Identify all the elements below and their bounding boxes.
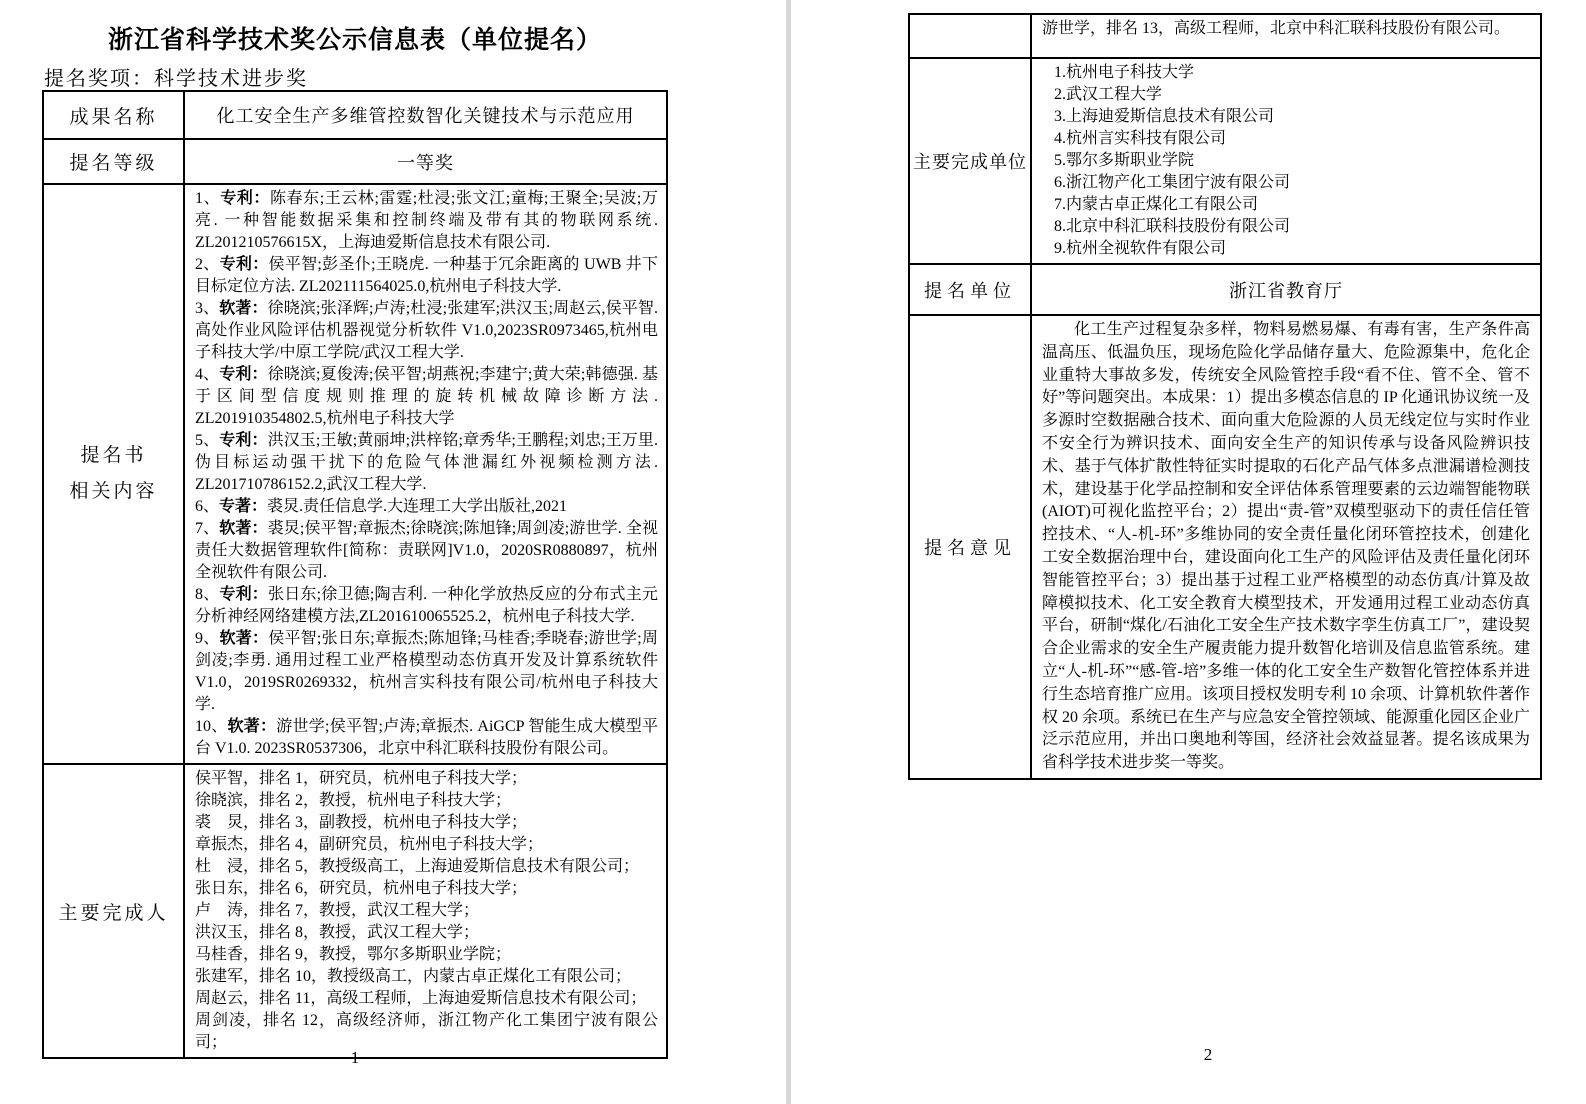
nomination-item-body: 徐晓滨;夏俊涛;侯平智;胡燕祝;李建宁;黄大荣;韩德强. 基于区间型信度规则推理的旋转机械故障诊断方法. ZL201910354802.5,杭州电子科技大学	[195, 366, 658, 427]
page-number-2: 2	[1203, 1045, 1213, 1064]
contributor-line: 马桂香，排名 9，教授，鄂尔多斯职业学院；	[195, 946, 512, 963]
nomination-item-type: 专利：	[220, 190, 270, 207]
nomination-item-body: 陈春东;王云林;雷霆;杜浸;张文江;童梅;王聚全;吴波;万亮. 一种智能数据采集和控制终端及带有其的物联网系统. ZL201210576615X，上海迪爱斯信息技术有限公司.	[195, 190, 658, 251]
nomination-item	[195, 364, 658, 430]
main-unit-line: 9.杭州全视软件有限公司	[1054, 240, 1227, 257]
nomination-item-type: 专利：	[219, 586, 269, 603]
nomination-item-type: 软著：	[219, 520, 268, 537]
contributor-continued-line: 游世学，排名 13，高级工程师，北京中科汇联科技股份有限公司。	[1031, 14, 1541, 58]
nomination-item-type: 软著：	[227, 718, 277, 735]
nomination-item	[195, 628, 658, 716]
nomination-item-type: 专著：	[219, 498, 268, 515]
nomination-item-type: 专利：	[219, 432, 268, 449]
nomination-item-number: 9、	[195, 630, 220, 647]
nomination-item-body: 侯平智;张日东;章振杰;陈旭锋;马桂香;季晓春;游世学;周剑凌;李勇. 通用过程工业严格模型动态仿真开发及计算系统软件 V1.0，2019SR0269332，杭州言实科技有限公司/杭州电子科技大学.	[195, 630, 658, 713]
award-category-label: 提名奖项：	[44, 68, 154, 90]
contributor-line: 裘 炅，排名 3，副教授，杭州电子科技大学；	[195, 814, 528, 831]
contributor-line: 张日东，排名 6，研究员，杭州电子科技大学；	[195, 880, 528, 897]
page-number-1: 1	[350, 1048, 360, 1067]
contributor-line: 章振杰，排名 4，副研究员，杭州电子科技大学；	[195, 836, 544, 853]
main-unit-line: 2.武汉工程大学	[1054, 86, 1163, 103]
nomination-item-body: 洪汉玉;王敏;黄丽坤;洪梓铭;章秀华;王鹏程;刘忠;王万里. 伪目标运动强干扰下的危险气体泄漏红外视频检测方法. ZL201710786152.2,武汉工程大学.	[195, 432, 658, 493]
nomination-item-type: 专利：	[219, 256, 269, 273]
main-unit-line: 1.杭州电子科技大学	[1054, 64, 1195, 81]
nomination-item-number: 5、	[195, 432, 220, 449]
nomination-item	[195, 496, 658, 518]
nomination-item-number: 2、	[195, 256, 220, 273]
main-unit-line: 3.上海迪爱斯信息技术有限公司	[1054, 108, 1275, 125]
main-unit-line: 7.内蒙古卓正煤化工有限公司	[1054, 196, 1259, 213]
nomination-item-body: 侯平智;彭圣仆;王晓虎. 一种基于冗余距离的 UWB 井下目标定位方法. ZL202111564025.0,杭州电子科技大学.	[195, 256, 658, 295]
contributor-line: 周赵云，排名 11，高级工程师，上海迪爱斯信息技术有限公司；	[195, 990, 647, 1007]
grade-value: 一等奖	[184, 139, 667, 184]
nomination-item	[195, 716, 658, 760]
page-divider	[786, 0, 791, 1104]
main-units-label: 主要完成单位	[909, 58, 1031, 264]
achievement-name-value: 化工安全生产多维管控数智化关键技术与示范应用	[184, 91, 667, 139]
nomination-item	[195, 188, 658, 254]
nomination-item	[195, 298, 658, 364]
nominating-unit-value: 浙江省教育厅	[1031, 264, 1541, 315]
nomination-opinion-label: 提名意见	[909, 315, 1031, 779]
main-unit-line: 8.北京中科汇联科技股份有限公司	[1054, 218, 1291, 235]
info-table-page2	[908, 13, 1542, 780]
award-category-value: 科学技术进步奖	[154, 68, 308, 90]
nomination-item-body: 徐晓滨;张泽辉;卢涛;杜浸;张建军;洪汉玉;周赵云,侯平智. 高处作业风险评估机器视觉分析软件 V1.0,2023SR0973465,杭州电子科技大学/中原工学院/武汉工程大学.	[195, 300, 658, 361]
contributors-continued-label-empty	[909, 14, 1031, 58]
nomination-content-value	[184, 184, 667, 764]
award-category-line	[44, 62, 308, 91]
contributor-line: 张建军，排名 10，教授级高工，内蒙古卓正煤化工有限公司；	[195, 968, 632, 985]
nomination-item-body: 张日东;徐卫德;陶吉利. 一种化学放热反应的分布式主元分析神经网络建模方法,ZL201610065525.2，杭州电子科技大学.	[195, 586, 658, 625]
nomination-content-label	[43, 184, 184, 764]
contributors-label: 主要完成人	[43, 764, 184, 1058]
main-units-list	[1031, 58, 1541, 264]
contributors-list	[184, 764, 667, 1058]
page-title: 浙江省科学技术奖公示信息表（单位提名）	[107, 27, 602, 54]
nomination-item	[195, 430, 658, 496]
nominating-unit-label: 提名单位	[909, 264, 1031, 315]
main-unit-line: 6.浙江物产化工集团宁波有限公司	[1054, 174, 1291, 191]
nomination-opinion-text: 化工生产过程复杂多样，物料易燃易爆、有毒有害，生产条件高温高压、低温负压，现场危险化学品储存量大、危险源集中，危化企业重特大事故多发，传统安全风险管控手段“看不住、管不全、管不好”等问题突出。本成果：1）提出多模态信息的 IP 化通讯协议统一及多源时空数据融合技术、面向重大危险源的人员无线定位与实时作业不安全行为辨识技术、面向安全生产的知识传承与设备风险辨识技术、基于气体扩散性特征实时提取的石化产品气体多点泄漏谱检测技术，建设基于化学品控制和安全评估体系管理要素的云边端智能物联(AIOT)可视化监控平台；2）提出“责-管”双模型驱动下的责任信任管控技术、“人-机-环”多维协同的安全责任量化闭环管控技术，创建化工安全数据治理中台，建设面向化工生产的风险评估及责任量化闭环智能管控平台；3）提出基于过程工业严格模型的动态仿真/计算及故障模拟技术、化工安全教育大模型技术，开发通用过程工业动态仿真平台，研制“煤化/石油化工安全生产技术数字孪生仿真工厂”，建设契合企业需求的安全生产履责能力提升数智化培训及信息监管系统。建立“人-机-环”“感-管-培”多维一体的化工安全生产数智化管控体系并进行生态培育推广应用。该项目授权发明专利 10 余项、计算机软件著作权 20 余项。系统已在生产与应急安全管控领域、能源重化园区企业广泛示范应用，并出口奥地利等国，经济社会效益显著。提名该成果为省科学技术进步奖一等奖。	[1031, 315, 1541, 779]
nomination-item	[195, 518, 658, 584]
nomination-content-label-line2: 相关内容	[69, 481, 158, 502]
nomination-item-number: 8、	[195, 586, 220, 603]
contributor-line: 卢 涛，排名 7，教授，武汉工程大学；	[195, 902, 480, 919]
contributor-line: 周剑凌，排名 12，高级经济师，浙江物产化工集团宁波有限公司；	[195, 1012, 658, 1051]
nomination-item-number: 7、	[195, 520, 220, 537]
info-table-page1	[42, 90, 668, 1059]
nomination-item-type: 软著：	[219, 300, 268, 317]
nomination-item-type: 软著：	[219, 630, 269, 647]
nomination-item-number: 10、	[195, 718, 228, 735]
main-unit-line: 4.杭州言实科技有限公司	[1054, 130, 1227, 147]
nomination-content-label-line1: 提名书	[80, 444, 147, 466]
contributor-line: 侯平智，排名 1，研究员，杭州电子科技大学；	[195, 770, 528, 787]
contributor-line: 徐晓滨，排名 2，教授，杭州电子科技大学；	[195, 792, 512, 809]
nomination-item	[195, 584, 658, 628]
nomination-item-number: 6、	[195, 498, 220, 515]
nomination-item-type: 专利：	[219, 366, 268, 383]
nomination-item-body: 裘炅;侯平智;章振杰;徐晓滨;陈旭锋;周剑凌;游世学. 全视责任大数据管理软件[简称：责联网]V1.0，2020SR0880897，杭州全视软件有限公司.	[195, 520, 658, 581]
nomination-item-body: 裘炅.责任信息学.大连理工大学出版社,2021	[267, 498, 568, 515]
main-unit-line: 5.鄂尔多斯职业学院	[1054, 152, 1195, 169]
nomination-item-body: 游世学;侯平智;卢涛;章振杰. AiGCP 智能生成大模型平台 V1.0. 2023SR0537306，北京中科汇联科技股份有限公司。	[195, 718, 658, 757]
nomination-item	[195, 254, 658, 298]
grade-label: 提名等级	[43, 139, 184, 184]
contributor-line: 洪汉玉，排名 8，教授，武汉工程大学；	[195, 924, 480, 941]
nomination-item-number: 3、	[195, 300, 220, 317]
achievement-name-label: 成果名称	[43, 91, 184, 139]
contributor-line: 杜 浸，排名 5，教授级高工，上海迪爱斯信息技术有限公司；	[195, 858, 640, 875]
nomination-item-number: 4、	[195, 366, 220, 383]
nomination-item-number: 1、	[195, 190, 221, 207]
